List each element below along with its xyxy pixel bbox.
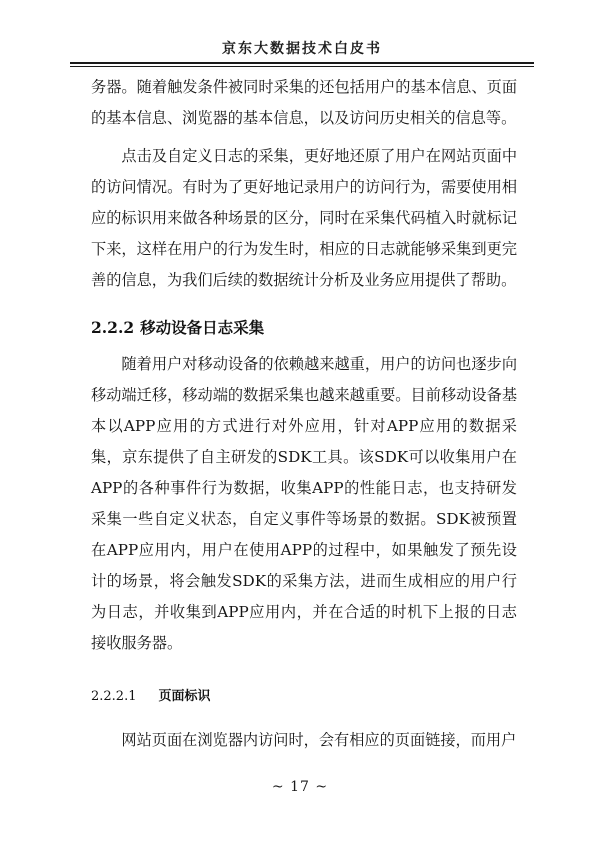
section-heading	[91, 316, 264, 338]
header-rule-thin	[70, 66, 534, 67]
subsection-title: 页面标识	[158, 689, 211, 704]
subsection-number: 2.2.2.1	[91, 689, 137, 704]
paragraph-page-identifier: 网站页面在浏览器内访问时，会有相应的页面链接，而用户	[121, 731, 517, 749]
paragraph-click-custom-logs: 点击及自定义日志的采集，更好地还原了用户在网站页面中的访问情况。有时为了更好地记录用户的访问行为，需要使用相应的标识用来做各种场景的区分，同时在采集代码植入时就标记下来，这样在用户的行为发生时，相应的日志就能够采集到更完善的信息，为我们后续的数据统计分析及业务应用提供了帮助。	[91, 147, 517, 289]
section-number: 2.2.2	[91, 318, 135, 337]
section-title: 移动设备日志采集	[140, 318, 265, 337]
running-header-title: 京东大数据技术白皮书	[222, 41, 382, 57]
page-number: ~ 17 ~	[271, 779, 329, 795]
paragraph-continued: 务器。随着触发条件被同时采集的还包括用户的基本信息、页面的基本信息、浏览器的基本信息，以及访问历史相关的信息等。	[91, 78, 517, 127]
paragraph-mobile-sdk: 随着用户对移动设备的依赖越来越重，用户的访问也逐步向移动端迁移，移动端的数据采集也越来越重要。目前移动设备基本以APP应用的方式进行对外应用，针对APP应用的数据采集，京东提供了自主研发的SDK工具。该SDK可以收集用户在APP的各种事件行为数据，收集APP的性能日志，也支持研发采集一些自定义状态，自定义事件等场景的数据。SDK被预置在APP应用内，用户在使用APP的过程中，如果触发了预先设计的场景，将会触发SDK的采集方法，进而生成相应的用户行为日志，并收集到APP应用内，并在合适的时机下上报的日志接收服务器。	[91, 355, 517, 652]
header-rule	[70, 62, 534, 64]
subsection-heading	[91, 685, 211, 704]
